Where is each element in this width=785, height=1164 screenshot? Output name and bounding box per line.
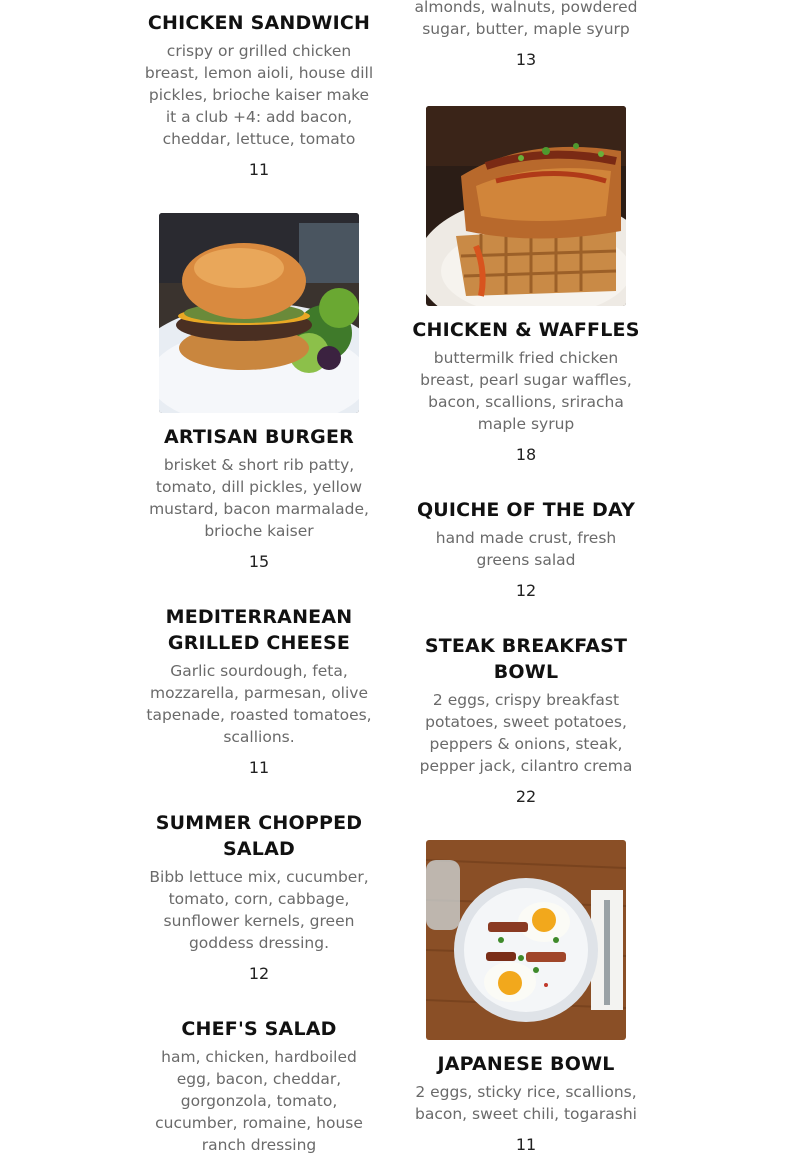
- menu-item-description: brisket & short rib patty, tomato, dill pickles, yellow mustard, bacon marmalade, brioche kaiser: [149, 456, 369, 540]
- menu-item-title: ARTISAN BURGER: [164, 426, 354, 448]
- menu-item-title: SUMMER CHOPPED SALAD: [155, 812, 363, 860]
- menu-item-mediterranean-grilled-cheese: [144, 604, 374, 779]
- menu-item-continued: [411, 0, 641, 71]
- japanese-bowl-photo: [426, 840, 626, 1040]
- menu-item-price: 15: [248, 552, 270, 571]
- chicken-waffles-photo: [426, 106, 626, 306]
- menu-item-title: CHICKEN SANDWICH: [147, 12, 371, 34]
- menu-item-summer-chopped-salad: [144, 810, 374, 985]
- japanese-bowl-image: [426, 840, 626, 1040]
- menu-item-price: 22: [515, 787, 537, 806]
- menu-item-price: 18: [515, 445, 537, 464]
- menu-item-price: 11: [248, 758, 270, 777]
- menu-item-title: STEAK BREAKFAST BOWL: [424, 635, 628, 683]
- menu-item-title: CHICKEN & WAFFLES: [412, 319, 640, 341]
- burger-photo: [159, 213, 359, 413]
- menu-item-description: crispy or grilled chicken breast, lemon aioli, house dill pickles, brioche kaiser make it a club +4: add bacon, cheddar, lettuce, tomato: [144, 42, 374, 148]
- menu-item-japanese-bowl: [411, 1051, 641, 1156]
- menu-item-price: 11: [248, 160, 270, 179]
- menu-item-price: 13: [515, 50, 537, 69]
- menu-item-chicken-waffles: [411, 317, 641, 466]
- menu-item-description: Bibb lettuce mix, cucumber, tomato, corn, cabbage, sunflower kernels, green goddess dressing.: [149, 868, 369, 952]
- menu-item-description: hand made crust, fresh greens salad: [435, 529, 617, 569]
- menu-item-price: 12: [248, 964, 270, 983]
- menu-item-description: buttermilk fried chicken breast, pearl sugar waffles, bacon, scallions, sriracha maple syrup: [420, 349, 632, 433]
- menu-item-description: 2 eggs, crispy breakfast potatoes, sweet potatoes, peppers & onions, steak, pepper jack, cilantro crema: [419, 691, 633, 775]
- menu-item-artisan-burger: [144, 424, 374, 573]
- burger-image: [159, 213, 359, 413]
- menu-item-title: QUICHE OF THE DAY: [416, 499, 636, 521]
- menu-item-description: ham, chicken, hardboiled egg, bacon, cheddar, gorgonzola, tomato, cucumber, romaine, house ranch dressing: [155, 1048, 363, 1154]
- menu-item-title: JAPANESE BOWL: [437, 1053, 615, 1075]
- menu-item-title: CHEF'S SALAD: [181, 1018, 337, 1040]
- chicken-waffles-image: [426, 106, 626, 306]
- menu-item-price: 11: [515, 1135, 537, 1154]
- menu-item-description: 2 eggs, sticky rice, scallions, bacon, sweet chili, togarashi: [415, 1083, 637, 1123]
- menu-item-chicken-sandwich: [144, 10, 374, 181]
- menu-item-steak-breakfast-bowl: [411, 633, 641, 808]
- menu-item-chefs-salad: [144, 1016, 374, 1156]
- menu-item-description: Garlic sourdough, feta, mozzarella, parmesan, olive tapenade, roasted tomatoes, scallions.: [146, 662, 372, 746]
- menu-item-title: MEDITERRANEAN GRILLED CHEESE: [165, 606, 353, 654]
- menu-item-quiche-of-the-day: [411, 497, 641, 602]
- menu-item-price: 12: [515, 581, 537, 600]
- menu-item-description: almonds, walnuts, powdered sugar, butter, maple syurp: [414, 0, 638, 38]
